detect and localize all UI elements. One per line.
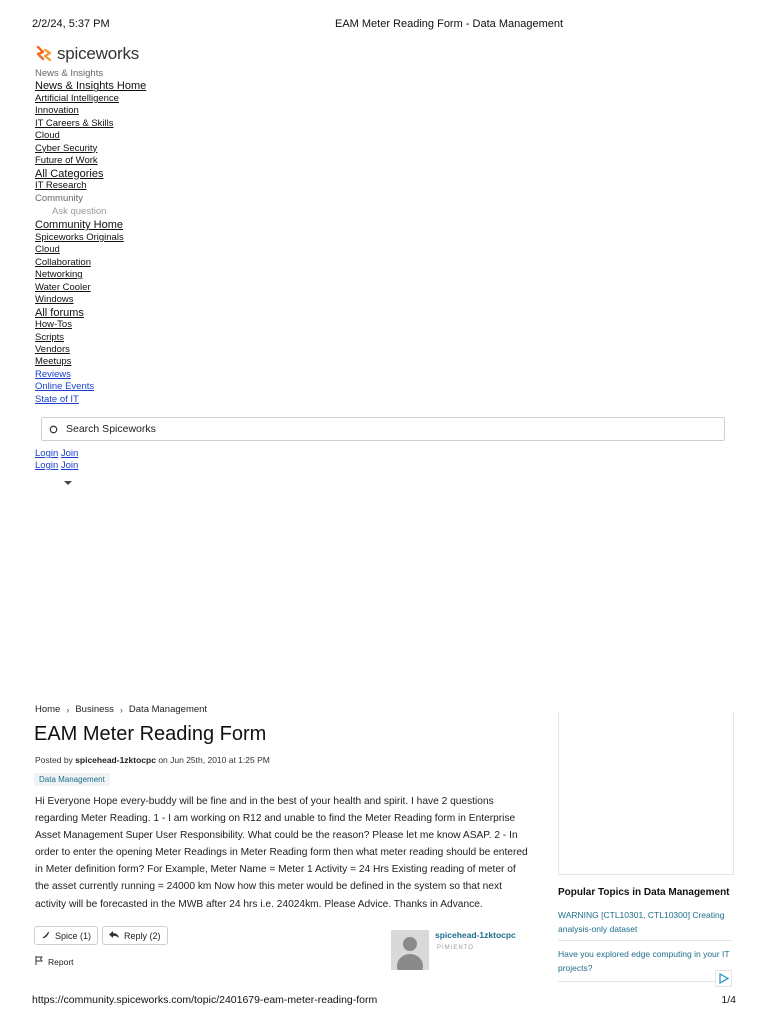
spice-button-label: Spice (1) <box>55 930 92 941</box>
avatar-icon <box>391 930 429 970</box>
post-body: Hi Everyone Hope every-buddy will be fine and in the best of your health and spirit. I have 2 questions regarding Meter Reading. 1 - I am working on R12 and unable to find the Meter Reading form in Enterprise Asset Management Super User Responsibility. What could be the reason? Please let me know ASAP. 2 - In order to enter the opening Meter Readings in Meter Reading form then what meter reading should be entered in Meter definition form? For Example, Meter Name = Meter 1 Activity = 24 Hrs Existing reading of meter of the asset currently running = 24000 km Now how this meter would be defined in the system so that next activity will be forecasted in the MWB after 24 hrs i.e. 24024km. Please Advice. Thanks in Advance. <box>35 796 528 910</box>
popular-topic-item[interactable]: WARNING [CTL10301, CTL10300] Creating analysis-only dataset <box>558 908 732 941</box>
spiceworks-logo[interactable] <box>34 43 139 65</box>
nav-link-innovation[interactable]: Innovation <box>35 105 79 117</box>
nav-link-vendors[interactable]: Vendors <box>35 343 70 355</box>
nav-link-spiceworks-originals[interactable]: Spiceworks Originals <box>35 231 124 243</box>
report-label: Report <box>48 956 74 967</box>
nav-all-forums[interactable]: All forums <box>35 306 84 319</box>
posted-date: on Jun 25th, 2010 at 1:25 PM <box>155 755 270 765</box>
spiceworks-logo-icon <box>34 44 54 64</box>
page-title: EAM Meter Reading Form <box>34 723 267 745</box>
adchoices-icon[interactable] <box>715 970 732 987</box>
nav-link-meetups[interactable]: Meetups <box>35 356 72 368</box>
site-navigation <box>35 68 146 406</box>
spice-button[interactable] <box>34 926 98 945</box>
author-card-name[interactable]: spicehead-1zktocpc <box>435 930 516 940</box>
chevron-right-icon: › <box>66 704 70 715</box>
ad-placeholder <box>558 712 734 875</box>
nav-link-collaboration[interactable]: Collaboration <box>35 256 91 268</box>
nav-link-cyber-security[interactable]: Cyber Security <box>35 142 98 154</box>
nav-section-community: Community <box>35 192 84 204</box>
search-icon <box>49 425 58 434</box>
auth-links-2 <box>35 460 78 472</box>
reply-button[interactable] <box>102 926 168 945</box>
nav-it-research[interactable]: IT Research <box>35 180 87 192</box>
nav-link-cloud[interactable]: Cloud <box>35 130 60 142</box>
nav-link-future-of-work[interactable]: Future of Work <box>35 155 98 167</box>
caret-down-icon[interactable] <box>64 481 72 485</box>
nav-link-ai[interactable]: Artificial Intelligence <box>35 92 119 104</box>
print-footer-url: https://community.spiceworks.com/topic/2401679-eam-meter-reading-form <box>32 994 378 1006</box>
login-link[interactable]: Login <box>35 448 59 459</box>
print-datetime: 2/2/24, 5:37 PM <box>32 18 110 30</box>
flag-icon <box>35 956 43 967</box>
post-author-link[interactable]: spicehead-1zktocpc <box>75 755 156 765</box>
nav-community-home[interactable]: Community Home <box>35 219 124 232</box>
reply-arrow-icon <box>109 930 119 941</box>
nav-link-state-of-it[interactable]: State of IT <box>35 393 79 405</box>
breadcrumb <box>35 704 207 715</box>
report-button[interactable] <box>35 956 74 967</box>
breadcrumb-business[interactable]: Business <box>75 704 114 715</box>
nav-link-how-tos[interactable]: How-Tos <box>35 319 72 331</box>
topic-tag[interactable]: Data Management <box>34 773 110 786</box>
nav-link-it-careers[interactable]: IT Careers & Skills <box>35 117 114 129</box>
ask-question-button[interactable]: Ask question <box>52 205 107 217</box>
avatar[interactable] <box>391 930 429 970</box>
nav-link-online-events[interactable]: Online Events <box>35 381 95 393</box>
print-document-title: EAM Meter Reading Form - Data Management <box>335 18 564 30</box>
nav-link-water-cooler[interactable]: Water Cooler <box>35 281 91 293</box>
login-link[interactable]: Login <box>35 460 59 471</box>
posted-by-prefix: Posted by <box>35 755 76 765</box>
nav-all-categories[interactable]: All Categories <box>35 167 104 180</box>
nav-link-community-cloud[interactable]: Cloud <box>35 244 60 256</box>
reply-button-label: Reply (2) <box>124 930 161 941</box>
logo-wordmark: spiceworks <box>57 44 140 63</box>
nav-link-networking[interactable]: Networking <box>35 269 83 281</box>
nav-link-reviews[interactable]: Reviews <box>35 368 71 380</box>
popular-topic-item[interactable]: Have you explored edge computing in your IT projects? <box>558 947 732 982</box>
popular-topics-title: Popular Topics in Data Management <box>558 887 730 898</box>
nav-news-home[interactable]: News & Insights Home <box>35 80 147 93</box>
breadcrumb-home[interactable]: Home <box>35 704 61 715</box>
auth-links-1 <box>35 448 78 460</box>
chevron-right-icon: › <box>119 704 123 715</box>
print-page-number: 1/4 <box>721 994 736 1006</box>
post-meta <box>35 755 270 765</box>
join-link[interactable]: Join <box>60 460 79 471</box>
join-link[interactable]: Join <box>60 448 79 459</box>
pepper-icon <box>41 930 50 941</box>
nav-section-news: News & Insights <box>35 68 104 79</box>
breadcrumb-data-management[interactable]: Data Management <box>128 704 208 715</box>
nav-link-scripts[interactable]: Scripts <box>35 331 65 343</box>
search-input[interactable]: Search Spiceworks <box>66 423 156 435</box>
search-bar[interactable] <box>41 417 725 441</box>
author-rank-badge: PIMIENTO <box>437 945 474 951</box>
nav-link-windows[interactable]: Windows <box>35 294 74 306</box>
